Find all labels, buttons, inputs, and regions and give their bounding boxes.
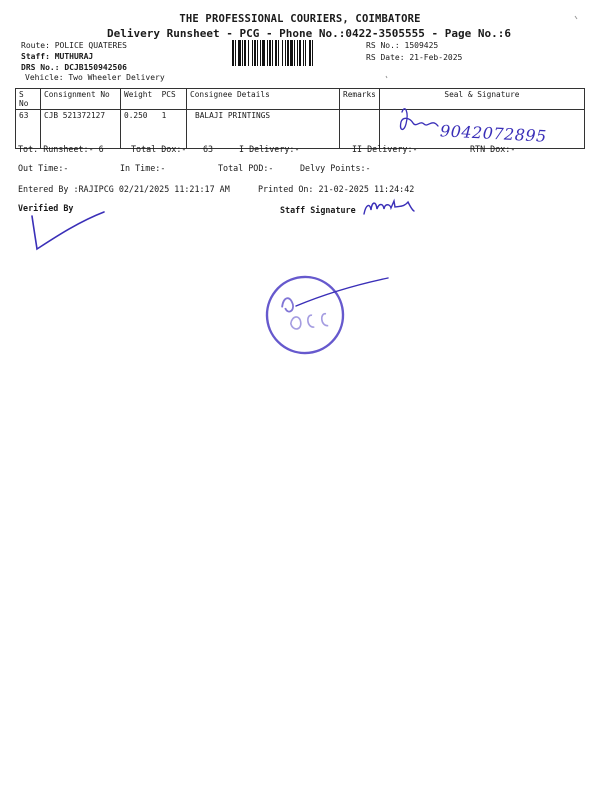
cell-sno: 63 <box>16 110 41 149</box>
printed-on: Printed On: 21-02-2025 11:24:42 <box>258 184 415 194</box>
out-time: Out Time:- <box>18 163 69 173</box>
rtn-dox: RTN Dox:- <box>470 144 516 154</box>
drs-number: DRS No.: DCJB150942506 <box>21 63 127 72</box>
total-dox-value: 63 <box>203 144 214 154</box>
cell-pcs: 1 <box>161 111 167 120</box>
in-time: In Time:- <box>120 163 166 173</box>
recipient-signature <box>401 109 438 130</box>
col-pcs: PCS <box>161 90 176 99</box>
tot-runsheet: Tot. Runsheet:- 6 <box>18 144 104 154</box>
staff-label: Staff: MUTHURAJ <box>21 52 94 61</box>
rs-date: RS Date: 21-Feb-2025 <box>366 53 463 62</box>
courier-stamp <box>263 273 347 357</box>
col-remarks: Remarks <box>340 89 380 110</box>
staff-signature-label: Staff Signature <box>280 205 356 215</box>
i-delivery: I Delivery:- <box>239 144 300 154</box>
cell-consignee: BALAJI PRINTINGS <box>187 110 340 149</box>
cell-weight: 0.250 <box>124 111 148 120</box>
runsheet-subtitle: Delivery Runsheet - PCG - Phone No.:0422-3505555 - Page No.:6 <box>107 27 511 40</box>
verified-checkmark <box>32 212 104 249</box>
rs-number: RS No.: 1509425 <box>366 41 439 50</box>
route-label: Route: POLICE QUATERES <box>21 41 127 50</box>
stamp-signature-stroke <box>296 278 388 306</box>
vehicle-label: Vehicle: Two Wheeler Delivery <box>25 73 165 82</box>
ii-delivery: II Delivery:- <box>352 144 418 154</box>
staff-signature-scribble <box>364 201 414 214</box>
col-consignee: Consignee Details <box>187 89 340 110</box>
total-pod: Total POD:- <box>218 163 274 173</box>
company-title: THE PROFESSIONAL COURIERS, COIMBATORE <box>179 13 421 25</box>
col-sno: S No <box>16 89 41 110</box>
handwritten-phone: 9042072895 <box>439 121 548 146</box>
col-consignment: Consignment No <box>41 89 121 110</box>
total-dox-label: Total Dox:- <box>131 144 187 154</box>
cell-consignment: CJB 521372127 <box>41 110 121 149</box>
verified-by-label: Verified By <box>18 203 74 213</box>
col-seal: Seal & Signature <box>379 89 584 110</box>
entered-by: Entered By :RAJIPCG 02/21/2025 11:21:17 AM <box>18 184 230 194</box>
col-weight: Weight <box>124 90 153 99</box>
delvy-points: Delvy Points:- <box>300 163 371 173</box>
